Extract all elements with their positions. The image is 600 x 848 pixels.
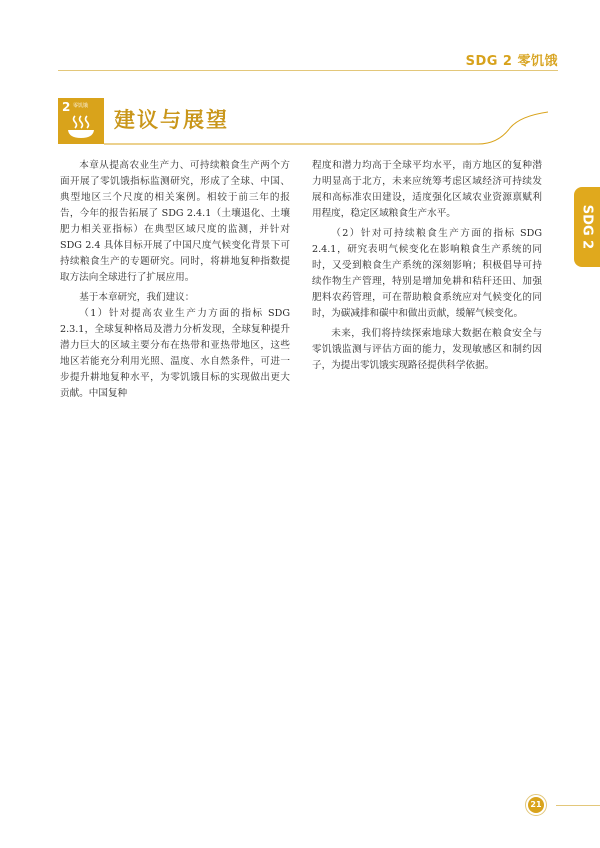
section-title: 建议与展望 [114, 108, 229, 132]
left-column [60, 158, 290, 402]
sdg2-tile [58, 98, 104, 144]
paragraph: 基于本章研究，我们建议： [79, 292, 195, 303]
footer-divider [556, 805, 600, 806]
sdg-tile-caption: 零饥饿 [73, 103, 89, 109]
side-tab-label: SDG 2 [579, 204, 595, 250]
food-bowl-icon [67, 114, 95, 140]
header-brand: SDG 2 零饥饿 [465, 54, 558, 69]
paragraph: （1）针对提高农业生产力方面的指标 SDG 2.3.1，全球复种格局及潜力分析发现，全球复种提升潜力巨大的区域主要分布在热带和亚热带地区，这些地区若能充分利用光照、温度、水自然条件，可进一步提升耕地复种水平，为零饥饿目标的实现做出更大贡献。中国复种 [60, 308, 290, 399]
page-number: 21 [528, 797, 544, 813]
section-header [58, 98, 548, 146]
sdg-tile-number: 2 [62, 100, 71, 114]
header-divider [58, 70, 558, 71]
paragraph: （2）针对可持续粮食生产方面的指标 SDG 2.4.1，研究表明气候变化在影响粮食生产系统的同时，又受到粮食生产系统的深刻影响；积极倡导可持续作物生产管理，特别是增加免耕和秸秆还田、加强肥料农药管理，可在帮助粮食系统应对气候变化的同时，为碳减排和碳中和做出贡献，缓解气候变化。 [312, 228, 542, 319]
paragraph: 未来，我们将持续探索地球大数据在粮食安全与零饥饿监测与评估方面的能力，发现敏感区和制约因子，为提出零饥饿实现路径提供科学依据。 [312, 328, 542, 371]
paragraph: 程度和潜力均高于全球平均水平，南方地区的复种潜力明显高于北方，未来应统筹考虑区域经济可持续发展和高标准农田建设，适度强化区域农业资源禀赋利用程度，稳定区域粮食生产水平。 [312, 160, 542, 219]
right-column [312, 158, 542, 374]
side-tab [574, 187, 600, 267]
paragraph: 本章从提高农业生产力、可持续粮食生产两个方面开展了零饥饿指标监测研究，形成了全球、中国、典型地区三个尺度的相关案例。相较于前三年的报告，今年的报告拓展了 SDG 2.4.1（土壤退化、土壤肥力相关亚指标）在典型区域尺度的监测，并针对 SDG 2.4 具体目标开展了中国尺度气候变化背景下可持续粮食生产的专题研究。同时，将耕地复种指数提取方法向全球进行了扩展应用。 [60, 160, 290, 283]
